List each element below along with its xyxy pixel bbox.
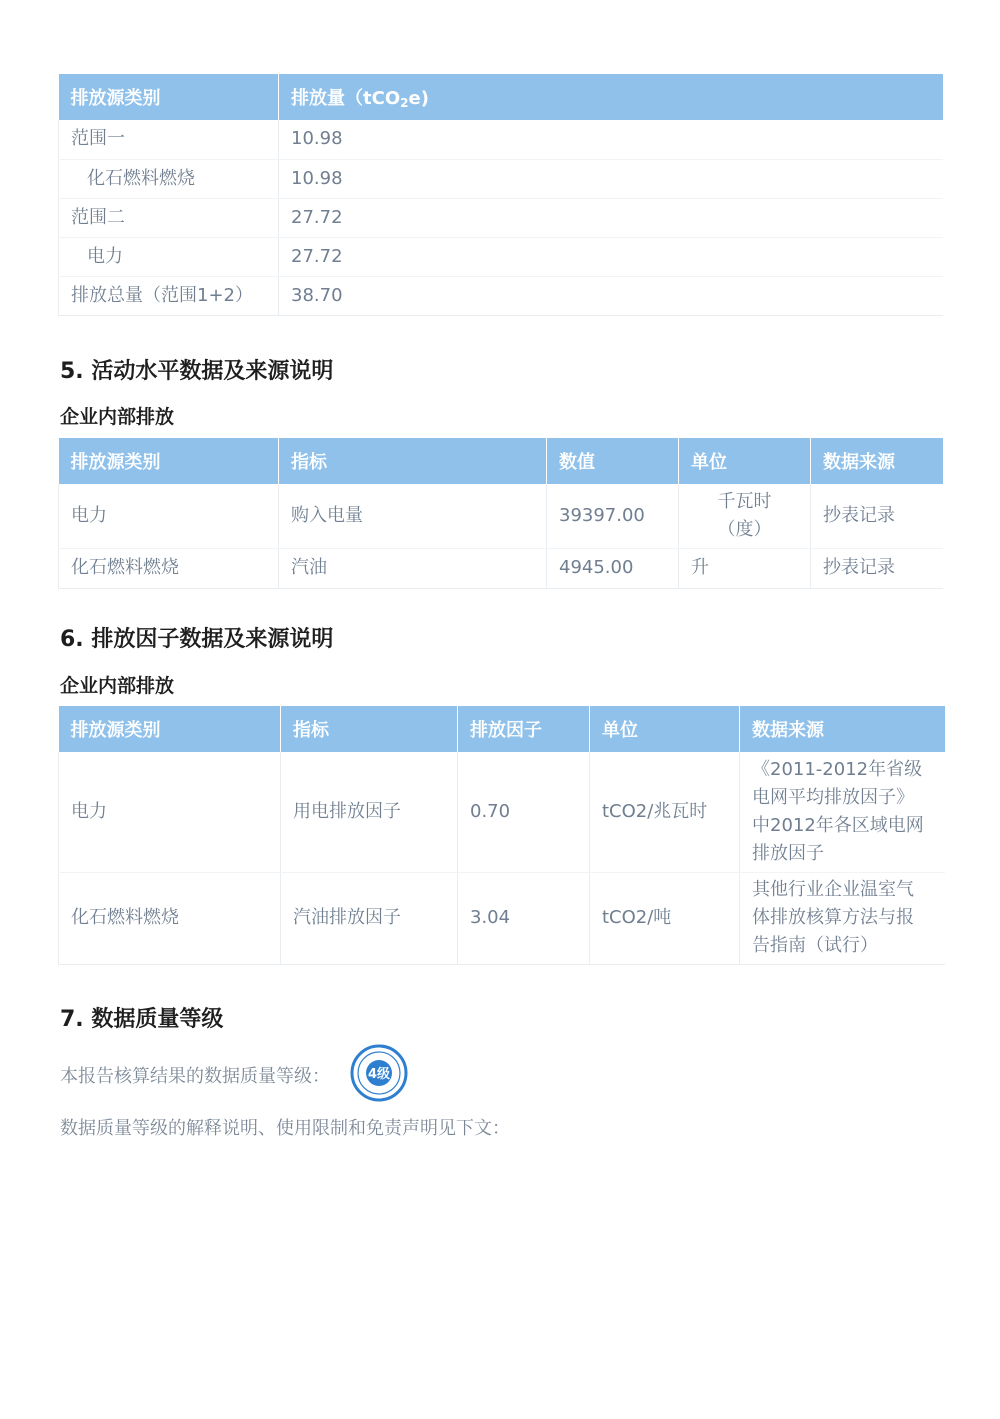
header-origin: 数据来源 <box>740 706 945 752</box>
header-unit: 单位 <box>679 438 811 484</box>
cell-indicator: 用电排放因子 <box>281 752 458 872</box>
table-row <box>59 548 943 588</box>
header-indicator: 指标 <box>279 438 547 484</box>
origin-line: 电网平均排放因子》 <box>752 786 914 808</box>
table-row <box>59 872 945 964</box>
unit-line: 千瓦时 <box>717 490 772 512</box>
cell-source: 电力 <box>59 752 281 872</box>
cell-source: 化石燃料燃烧 <box>59 548 279 588</box>
origin-line: 中2012年各区域电网 <box>752 814 924 836</box>
table-row <box>59 484 943 548</box>
cell-source: 电力 <box>59 484 279 548</box>
table-row <box>59 120 943 159</box>
origin-line: 体排放核算方法与报 <box>752 907 914 928</box>
unit-line: （度） <box>717 518 772 540</box>
table-row <box>59 237 943 276</box>
cell-value: 39397.00 <box>547 484 679 548</box>
cell-unit: 升 <box>679 548 811 588</box>
cell-indicator: 汽油排放因子 <box>281 872 458 964</box>
section-5-title: 5. 活动水平数据及来源说明 <box>60 359 334 384</box>
cell-origin <box>740 872 945 964</box>
cell-unit: tCO2/兆瓦时 <box>590 752 740 872</box>
emission-factor-table <box>58 706 945 965</box>
row-label: 电力 <box>59 237 279 276</box>
activity-data-table <box>58 438 943 589</box>
section-5-subtitle: 企业内部排放 <box>60 406 175 428</box>
row-label: 范围二 <box>59 198 279 237</box>
cell-unit <box>679 484 811 548</box>
section-7-title: 7. 数据质量等级 <box>60 1007 224 1032</box>
grade-text: 本报告核算结果的数据质量等级： <box>60 1066 330 1087</box>
cell-factor: 0.70 <box>458 752 590 872</box>
header-source: 排放源类别 <box>59 706 281 752</box>
cell-origin: 抄表记录 <box>811 484 943 548</box>
table-header-row <box>59 438 943 484</box>
table-row <box>59 159 943 198</box>
origin-line: 《2011-2012年省级 <box>752 758 923 780</box>
table-header-row <box>59 706 945 752</box>
origin-line: 其他行业企业温室气 <box>752 879 914 900</box>
header-value: 数值 <box>547 438 679 484</box>
cell-indicator: 购入电量 <box>279 484 547 548</box>
row-label: 化石燃料燃烧 <box>59 159 279 198</box>
row-value: 10.98 <box>279 120 943 159</box>
row-value: 10.98 <box>279 159 943 198</box>
header-source: 排放源类别 <box>59 438 279 484</box>
cell-origin <box>740 752 945 872</box>
row-label: 范围一 <box>59 120 279 159</box>
origin-line: 告指南（试行） <box>752 935 878 956</box>
header-origin: 数据来源 <box>811 438 943 484</box>
row-value: 38.70 <box>279 276 943 315</box>
cell-origin: 抄表记录 <box>811 548 943 588</box>
row-label: 排放总量（范围1+2） <box>59 276 279 315</box>
header-indicator: 指标 <box>281 706 458 752</box>
table-row <box>59 276 943 315</box>
section-6-title: 6. 排放因子数据及来源说明 <box>60 627 334 652</box>
header-factor: 排放因子 <box>458 706 590 752</box>
cell-factor: 3.04 <box>458 872 590 964</box>
header-unit: 单位 <box>590 706 740 752</box>
cell-indicator: 汽油 <box>279 548 547 588</box>
row-value: 27.72 <box>279 198 943 237</box>
table-header-row <box>59 74 943 120</box>
table-row <box>59 752 945 872</box>
header-source: 排放源类别 <box>59 74 279 120</box>
section-6-subtitle: 企业内部排放 <box>60 675 175 697</box>
header-amount: 排放量（tCO$_2$e) <box>279 74 943 120</box>
emission-totals-table <box>58 74 943 316</box>
cell-source: 化石燃料燃烧 <box>59 872 281 964</box>
grade-note: 数据质量等级的解释说明、使用限制和免责声明见下文： <box>60 1118 510 1139</box>
grade-seal-icon <box>350 1044 408 1102</box>
cell-unit: tCO2/吨 <box>590 872 740 964</box>
row-value: 27.72 <box>279 237 943 276</box>
table-row <box>59 198 943 237</box>
origin-line: 排放因子 <box>752 842 824 864</box>
seal-grade-label: 4级 <box>367 1067 391 1082</box>
cell-value: 4945.00 <box>547 548 679 588</box>
